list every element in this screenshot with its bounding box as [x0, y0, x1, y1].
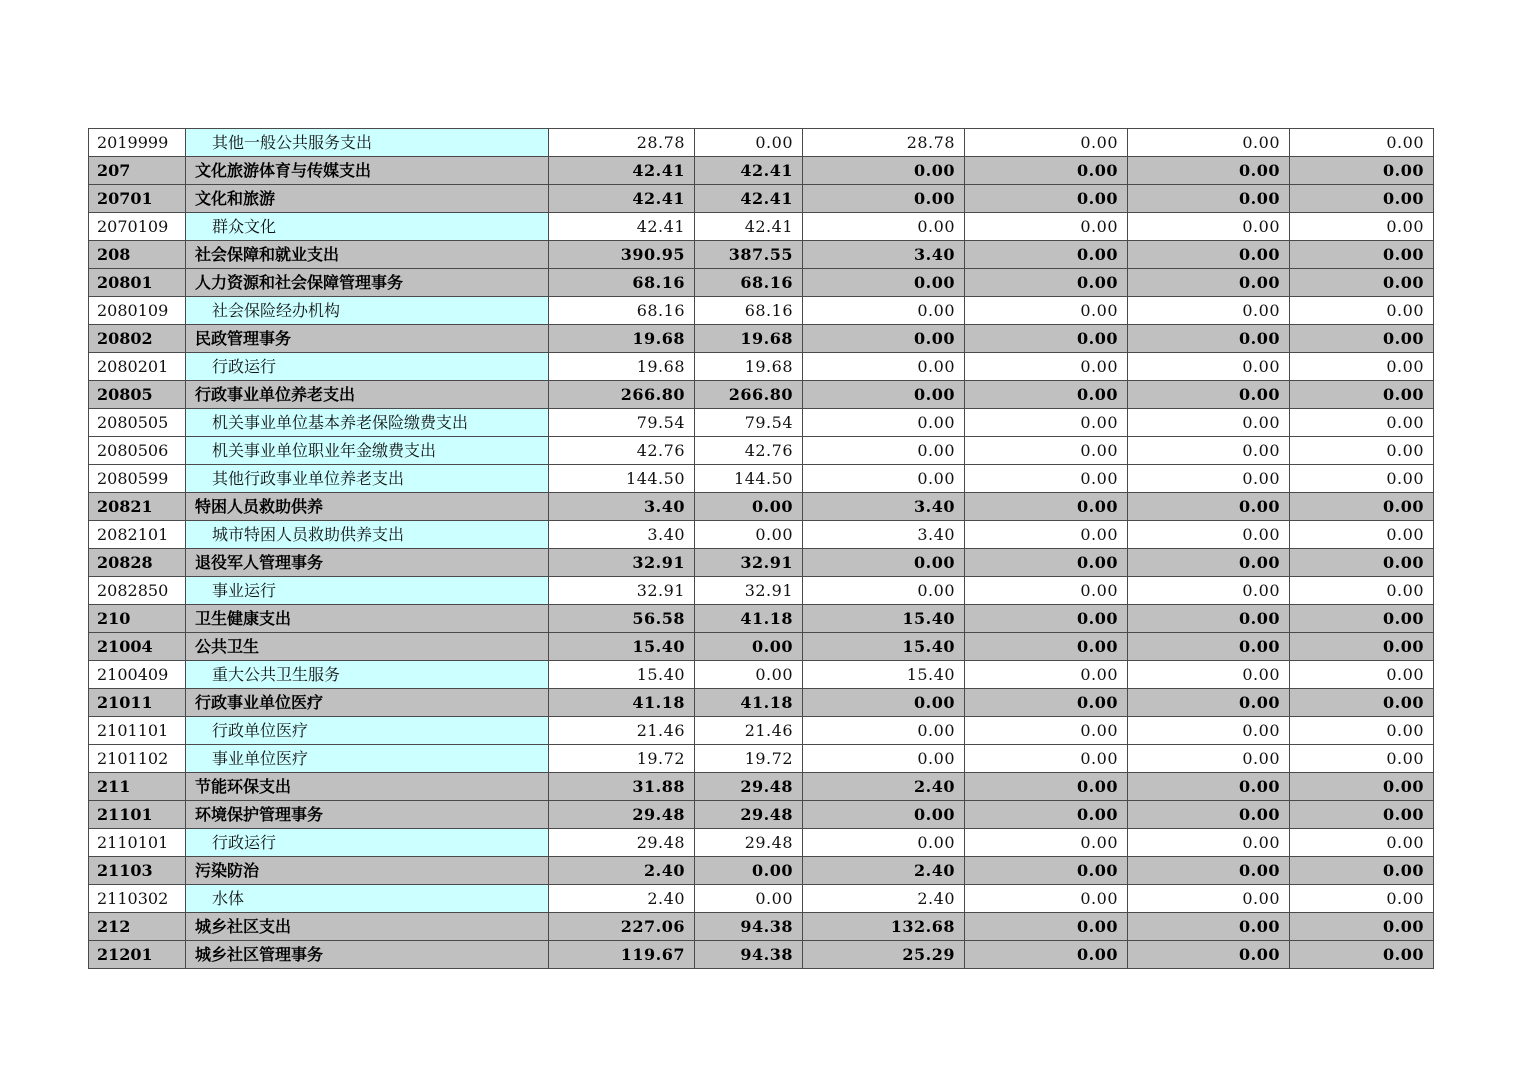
basic-value-cell: 19.72: [695, 745, 803, 773]
value-col-6-cell: 0.00: [1290, 913, 1434, 941]
value-col-6-cell: 0.00: [1290, 297, 1434, 325]
subject-name-cell: 机关事业单位基本养老保险缴费支出: [186, 409, 549, 437]
value-col-4-cell: 0.00: [965, 857, 1128, 885]
value-col-5-cell: 0.00: [1128, 829, 1290, 857]
value-col-5-cell: 0.00: [1128, 605, 1290, 633]
value-col-5-cell: 0.00: [1128, 521, 1290, 549]
value-col-6-cell: 0.00: [1290, 129, 1434, 157]
subject-code-cell: 20802: [89, 325, 186, 353]
value-col-6-cell: 0.00: [1290, 689, 1434, 717]
project-value-cell: 0.00: [803, 801, 965, 829]
basic-value-cell: 79.54: [695, 409, 803, 437]
total-value-cell: 144.50: [549, 465, 695, 493]
table-row: [89, 829, 1434, 857]
total-value-cell: 68.16: [549, 297, 695, 325]
basic-value-cell: 94.38: [695, 913, 803, 941]
value-col-4-cell: 0.00: [965, 185, 1128, 213]
value-col-4-cell: 0.00: [965, 409, 1128, 437]
subject-name-cell: 城乡社区管理事务: [186, 941, 549, 969]
subject-name-cell: 事业运行: [186, 577, 549, 605]
subject-name-cell: 环境保护管理事务: [186, 801, 549, 829]
subject-name-cell: 城市特困人员救助供养支出: [186, 521, 549, 549]
project-value-cell: 3.40: [803, 241, 965, 269]
value-col-4-cell: 0.00: [965, 241, 1128, 269]
total-value-cell: 42.41: [549, 213, 695, 241]
value-col-4-cell: 0.00: [965, 577, 1128, 605]
total-value-cell: 29.48: [549, 801, 695, 829]
total-value-cell: 42.41: [549, 185, 695, 213]
table-row-summary: [89, 913, 1434, 941]
total-value-cell: 41.18: [549, 689, 695, 717]
value-col-4-cell: 0.00: [965, 297, 1128, 325]
basic-value-cell: 29.48: [695, 829, 803, 857]
subject-code-cell: 2101102: [89, 745, 186, 773]
value-col-6-cell: 0.00: [1290, 437, 1434, 465]
subject-name-cell: 事业单位医疗: [186, 745, 549, 773]
value-col-5-cell: 0.00: [1128, 241, 1290, 269]
basic-value-cell: 0.00: [695, 129, 803, 157]
value-col-6-cell: 0.00: [1290, 521, 1434, 549]
table-row-summary: [89, 689, 1434, 717]
table-row: [89, 437, 1434, 465]
value-col-5-cell: 0.00: [1128, 745, 1290, 773]
value-col-6-cell: 0.00: [1290, 773, 1434, 801]
table-row-summary: [89, 269, 1434, 297]
table-body: [89, 129, 1434, 969]
value-col-4-cell: 0.00: [965, 213, 1128, 241]
value-col-4-cell: 0.00: [965, 717, 1128, 745]
value-col-4-cell: 0.00: [965, 885, 1128, 913]
total-value-cell: 2.40: [549, 857, 695, 885]
value-col-5-cell: 0.00: [1128, 801, 1290, 829]
table-row-summary: [89, 157, 1434, 185]
total-value-cell: 28.78: [549, 129, 695, 157]
table-row-summary: [89, 941, 1434, 969]
project-value-cell: 0.00: [803, 717, 965, 745]
subject-name-cell: 污染防治: [186, 857, 549, 885]
value-col-5-cell: 0.00: [1128, 325, 1290, 353]
total-value-cell: 32.91: [549, 549, 695, 577]
project-value-cell: 0.00: [803, 829, 965, 857]
subject-code-cell: 20701: [89, 185, 186, 213]
subject-code-cell: 212: [89, 913, 186, 941]
value-col-5-cell: 0.00: [1128, 913, 1290, 941]
total-value-cell: 68.16: [549, 269, 695, 297]
subject-name-cell: 文化和旅游: [186, 185, 549, 213]
table-row-summary: [89, 241, 1434, 269]
total-value-cell: 3.40: [549, 521, 695, 549]
table-row: [89, 661, 1434, 689]
value-col-6-cell: 0.00: [1290, 465, 1434, 493]
total-value-cell: 21.46: [549, 717, 695, 745]
value-col-6-cell: 0.00: [1290, 185, 1434, 213]
basic-value-cell: 19.68: [695, 325, 803, 353]
subject-name-cell: 行政运行: [186, 829, 549, 857]
table-row: [89, 353, 1434, 381]
subject-name-cell: 机关事业单位职业年金缴费支出: [186, 437, 549, 465]
subject-code-cell: 208: [89, 241, 186, 269]
value-col-6-cell: 0.00: [1290, 577, 1434, 605]
total-value-cell: 56.58: [549, 605, 695, 633]
value-col-6-cell: 0.00: [1290, 829, 1434, 857]
table-row-summary: [89, 381, 1434, 409]
subject-name-cell: 退役军人管理事务: [186, 549, 549, 577]
value-col-4-cell: 0.00: [965, 633, 1128, 661]
project-value-cell: 0.00: [803, 381, 965, 409]
table-row: [89, 577, 1434, 605]
subject-name-cell: 重大公共卫生服务: [186, 661, 549, 689]
project-value-cell: 15.40: [803, 605, 965, 633]
value-col-4-cell: 0.00: [965, 437, 1128, 465]
value-col-5-cell: 0.00: [1128, 773, 1290, 801]
value-col-5-cell: 0.00: [1128, 941, 1290, 969]
basic-value-cell: 29.48: [695, 801, 803, 829]
value-col-6-cell: 0.00: [1290, 661, 1434, 689]
total-value-cell: 2.40: [549, 885, 695, 913]
value-col-6-cell: 0.00: [1290, 157, 1434, 185]
subject-code-cell: 2101101: [89, 717, 186, 745]
total-value-cell: 29.48: [549, 829, 695, 857]
value-col-4-cell: 0.00: [965, 325, 1128, 353]
table-row: [89, 717, 1434, 745]
basic-value-cell: 0.00: [695, 661, 803, 689]
basic-value-cell: 0.00: [695, 885, 803, 913]
value-col-5-cell: 0.00: [1128, 493, 1290, 521]
value-col-5-cell: 0.00: [1128, 437, 1290, 465]
value-col-4-cell: 0.00: [965, 465, 1128, 493]
project-value-cell: 0.00: [803, 297, 965, 325]
value-col-5-cell: 0.00: [1128, 633, 1290, 661]
value-col-5-cell: 0.00: [1128, 885, 1290, 913]
project-value-cell: 0.00: [803, 157, 965, 185]
project-value-cell: 0.00: [803, 325, 965, 353]
table-row: [89, 521, 1434, 549]
total-value-cell: 19.72: [549, 745, 695, 773]
value-col-4-cell: 0.00: [965, 605, 1128, 633]
subject-name-cell: 文化旅游体育与传媒支出: [186, 157, 549, 185]
basic-value-cell: 68.16: [695, 297, 803, 325]
budget-expenditure-table: [88, 128, 1434, 969]
value-col-5-cell: 0.00: [1128, 857, 1290, 885]
subject-code-cell: 2082850: [89, 577, 186, 605]
subject-code-cell: 2080109: [89, 297, 186, 325]
value-col-6-cell: 0.00: [1290, 493, 1434, 521]
subject-code-cell: 207: [89, 157, 186, 185]
value-col-5-cell: 0.00: [1128, 381, 1290, 409]
basic-value-cell: 0.00: [695, 521, 803, 549]
subject-code-cell: 2070109: [89, 213, 186, 241]
project-value-cell: 0.00: [803, 549, 965, 577]
value-col-6-cell: 0.00: [1290, 885, 1434, 913]
basic-value-cell: 42.41: [695, 185, 803, 213]
basic-value-cell: 42.41: [695, 213, 803, 241]
basic-value-cell: 32.91: [695, 577, 803, 605]
subject-code-cell: 21201: [89, 941, 186, 969]
table-row: [89, 297, 1434, 325]
total-value-cell: 42.76: [549, 437, 695, 465]
subject-code-cell: 2080506: [89, 437, 186, 465]
table-row-summary: [89, 493, 1434, 521]
table-row-summary: [89, 325, 1434, 353]
value-col-4-cell: 0.00: [965, 269, 1128, 297]
basic-value-cell: 266.80: [695, 381, 803, 409]
subject-name-cell: 群众文化: [186, 213, 549, 241]
value-col-4-cell: 0.00: [965, 157, 1128, 185]
subject-name-cell: 社会保障和就业支出: [186, 241, 549, 269]
value-col-4-cell: 0.00: [965, 661, 1128, 689]
value-col-5-cell: 0.00: [1128, 269, 1290, 297]
basic-value-cell: 387.55: [695, 241, 803, 269]
value-col-6-cell: 0.00: [1290, 745, 1434, 773]
basic-value-cell: 42.41: [695, 157, 803, 185]
subject-code-cell: 2082101: [89, 521, 186, 549]
project-value-cell: 3.40: [803, 521, 965, 549]
total-value-cell: 79.54: [549, 409, 695, 437]
table-row-summary: [89, 801, 1434, 829]
project-value-cell: 0.00: [803, 465, 965, 493]
subject-name-cell: 人力资源和社会保障管理事务: [186, 269, 549, 297]
value-col-4-cell: 0.00: [965, 353, 1128, 381]
total-value-cell: 15.40: [549, 633, 695, 661]
project-value-cell: 28.78: [803, 129, 965, 157]
basic-value-cell: 41.18: [695, 605, 803, 633]
basic-value-cell: 144.50: [695, 465, 803, 493]
total-value-cell: 266.80: [549, 381, 695, 409]
table-row: [89, 409, 1434, 437]
value-col-4-cell: 0.00: [965, 521, 1128, 549]
value-col-4-cell: 0.00: [965, 549, 1128, 577]
value-col-6-cell: 0.00: [1290, 605, 1434, 633]
basic-value-cell: 0.00: [695, 493, 803, 521]
value-col-6-cell: 0.00: [1290, 269, 1434, 297]
project-value-cell: 0.00: [803, 745, 965, 773]
basic-value-cell: 32.91: [695, 549, 803, 577]
total-value-cell: 227.06: [549, 913, 695, 941]
subject-code-cell: 2080505: [89, 409, 186, 437]
total-value-cell: 19.68: [549, 325, 695, 353]
value-col-5-cell: 0.00: [1128, 717, 1290, 745]
subject-name-cell: 行政事业单位养老支出: [186, 381, 549, 409]
value-col-4-cell: 0.00: [965, 829, 1128, 857]
value-col-4-cell: 0.00: [965, 801, 1128, 829]
project-value-cell: 2.40: [803, 885, 965, 913]
project-value-cell: 132.68: [803, 913, 965, 941]
project-value-cell: 2.40: [803, 857, 965, 885]
subject-name-cell: 公共卫生: [186, 633, 549, 661]
subject-name-cell: 行政运行: [186, 353, 549, 381]
subject-code-cell: 20805: [89, 381, 186, 409]
table-row-summary: [89, 857, 1434, 885]
value-col-6-cell: 0.00: [1290, 801, 1434, 829]
subject-name-cell: 社会保险经办机构: [186, 297, 549, 325]
subject-code-cell: 21004: [89, 633, 186, 661]
project-value-cell: 0.00: [803, 577, 965, 605]
table-row-summary: [89, 605, 1434, 633]
basic-value-cell: 21.46: [695, 717, 803, 745]
value-col-5-cell: 0.00: [1128, 213, 1290, 241]
value-col-4-cell: 0.00: [965, 493, 1128, 521]
subject-code-cell: 2110302: [89, 885, 186, 913]
subject-code-cell: 21101: [89, 801, 186, 829]
subject-name-cell: 节能环保支出: [186, 773, 549, 801]
table-row: [89, 129, 1434, 157]
subject-code-cell: 2019999: [89, 129, 186, 157]
table-row: [89, 885, 1434, 913]
value-col-4-cell: 0.00: [965, 689, 1128, 717]
value-col-4-cell: 0.00: [965, 129, 1128, 157]
total-value-cell: 32.91: [549, 577, 695, 605]
total-value-cell: 119.67: [549, 941, 695, 969]
project-value-cell: 0.00: [803, 689, 965, 717]
subject-code-cell: 20828: [89, 549, 186, 577]
basic-value-cell: 94.38: [695, 941, 803, 969]
table-row-summary: [89, 549, 1434, 577]
total-value-cell: 31.88: [549, 773, 695, 801]
basic-value-cell: 41.18: [695, 689, 803, 717]
value-col-5-cell: 0.00: [1128, 157, 1290, 185]
project-value-cell: 3.40: [803, 493, 965, 521]
value-col-5-cell: 0.00: [1128, 129, 1290, 157]
subject-code-cell: 21011: [89, 689, 186, 717]
value-col-6-cell: 0.00: [1290, 241, 1434, 269]
value-col-5-cell: 0.00: [1128, 549, 1290, 577]
basic-value-cell: 68.16: [695, 269, 803, 297]
value-col-5-cell: 0.00: [1128, 297, 1290, 325]
subject-name-cell: 行政单位医疗: [186, 717, 549, 745]
subject-name-cell: 行政事业单位医疗: [186, 689, 549, 717]
subject-code-cell: 21103: [89, 857, 186, 885]
value-col-5-cell: 0.00: [1128, 185, 1290, 213]
project-value-cell: 25.29: [803, 941, 965, 969]
value-col-6-cell: 0.00: [1290, 353, 1434, 381]
value-col-6-cell: 0.00: [1290, 409, 1434, 437]
project-value-cell: 0.00: [803, 437, 965, 465]
project-value-cell: 0.00: [803, 353, 965, 381]
value-col-5-cell: 0.00: [1128, 661, 1290, 689]
basic-value-cell: 0.00: [695, 857, 803, 885]
subject-code-cell: 2100409: [89, 661, 186, 689]
total-value-cell: 42.41: [549, 157, 695, 185]
basic-value-cell: 42.76: [695, 437, 803, 465]
value-col-5-cell: 0.00: [1128, 465, 1290, 493]
value-col-4-cell: 0.00: [965, 773, 1128, 801]
subject-name-cell: 水体: [186, 885, 549, 913]
value-col-5-cell: 0.00: [1128, 353, 1290, 381]
project-value-cell: 0.00: [803, 185, 965, 213]
value-col-4-cell: 0.00: [965, 941, 1128, 969]
subject-code-cell: 20801: [89, 269, 186, 297]
value-col-6-cell: 0.00: [1290, 381, 1434, 409]
subject-code-cell: 20821: [89, 493, 186, 521]
value-col-5-cell: 0.00: [1128, 689, 1290, 717]
project-value-cell: 0.00: [803, 269, 965, 297]
total-value-cell: 15.40: [549, 661, 695, 689]
project-value-cell: 2.40: [803, 773, 965, 801]
subject-name-cell: 卫生健康支出: [186, 605, 549, 633]
basic-value-cell: 19.68: [695, 353, 803, 381]
subject-name-cell: 特困人员救助供养: [186, 493, 549, 521]
value-col-6-cell: 0.00: [1290, 857, 1434, 885]
basic-value-cell: 29.48: [695, 773, 803, 801]
subject-code-cell: 210: [89, 605, 186, 633]
project-value-cell: 15.40: [803, 633, 965, 661]
table-row-summary: [89, 773, 1434, 801]
project-value-cell: 0.00: [803, 213, 965, 241]
total-value-cell: 3.40: [549, 493, 695, 521]
table-row: [89, 213, 1434, 241]
table-row: [89, 745, 1434, 773]
subject-name-cell: 其他行政事业单位养老支出: [186, 465, 549, 493]
value-col-6-cell: 0.00: [1290, 717, 1434, 745]
subject-code-cell: 2080599: [89, 465, 186, 493]
value-col-4-cell: 0.00: [965, 381, 1128, 409]
subject-name-cell: 城乡社区支出: [186, 913, 549, 941]
project-value-cell: 15.40: [803, 661, 965, 689]
value-col-6-cell: 0.00: [1290, 941, 1434, 969]
value-col-5-cell: 0.00: [1128, 577, 1290, 605]
value-col-6-cell: 0.00: [1290, 213, 1434, 241]
total-value-cell: 390.95: [549, 241, 695, 269]
value-col-6-cell: 0.00: [1290, 549, 1434, 577]
basic-value-cell: 0.00: [695, 633, 803, 661]
subject-name-cell: 其他一般公共服务支出: [186, 129, 549, 157]
total-value-cell: 19.68: [549, 353, 695, 381]
table-row: [89, 465, 1434, 493]
project-value-cell: 0.00: [803, 409, 965, 437]
table-row-summary: [89, 185, 1434, 213]
subject-code-cell: 2110101: [89, 829, 186, 857]
value-col-4-cell: 0.00: [965, 913, 1128, 941]
value-col-6-cell: 0.00: [1290, 325, 1434, 353]
value-col-6-cell: 0.00: [1290, 633, 1434, 661]
table-row-summary: [89, 633, 1434, 661]
subject-name-cell: 民政管理事务: [186, 325, 549, 353]
value-col-4-cell: 0.00: [965, 745, 1128, 773]
value-col-5-cell: 0.00: [1128, 409, 1290, 437]
subject-code-cell: 2080201: [89, 353, 186, 381]
subject-code-cell: 211: [89, 773, 186, 801]
